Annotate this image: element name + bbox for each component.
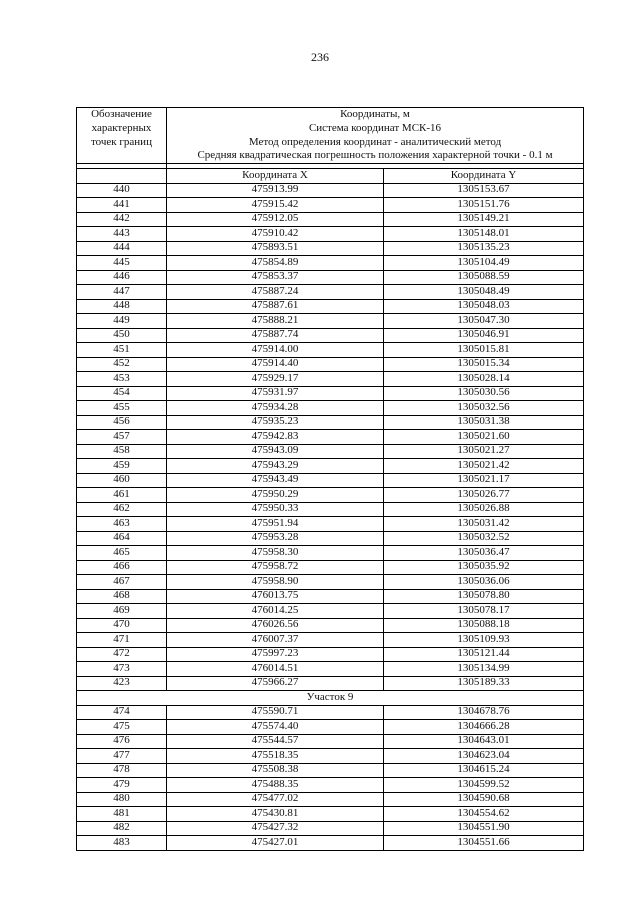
coordinate-y-cell: 1305032.56 [384,401,584,416]
coordinate-y-cell: 1305109.93 [384,633,584,648]
coordinate-x-cell: 475488.35 [167,778,384,793]
table-row [77,633,584,648]
coordinate-y-cell: 1304590.68 [384,792,584,807]
column-header-x: Координата X [167,169,384,184]
header-row [77,108,584,164]
table-row [77,807,584,822]
section-label: Участок 9 [77,691,584,706]
point-id-cell: 443 [77,227,167,242]
coordinate-x-cell: 475477.02 [167,792,384,807]
coordinate-x-cell: 475935.23 [167,415,384,430]
coordinate-y-cell: 1305104.49 [384,256,584,271]
point-id-cell: 459 [77,459,167,474]
point-id-cell: 447 [77,285,167,300]
table-row [77,589,584,604]
point-id-cell: 474 [77,705,167,720]
coordinate-x-cell: 475887.74 [167,328,384,343]
point-id-cell: 444 [77,241,167,256]
coordinate-x-cell: 475590.71 [167,705,384,720]
coordinate-y-cell: 1305021.17 [384,473,584,488]
coordinate-y-cell: 1305088.18 [384,618,584,633]
table-row [77,299,584,314]
coordinate-y-cell: 1305026.88 [384,502,584,517]
point-id-cell: 473 [77,662,167,677]
coordinate-y-cell: 1305134.99 [384,662,584,677]
point-id-cell: 482 [77,821,167,836]
coordinate-y-cell: 1305151.76 [384,198,584,213]
table-row [77,778,584,793]
point-id-cell: 461 [77,488,167,503]
table-row [77,763,584,778]
coordinate-x-cell: 475942.83 [167,430,384,445]
coordinate-x-cell: 475427.01 [167,836,384,851]
coordinate-y-cell: 1305015.81 [384,343,584,358]
point-id-cell: 476 [77,734,167,749]
table-row [77,836,584,851]
header-coordinates: Координаты, м Система координат МСК-16 Метод определения координат - аналитический метод Средняя квадратическая погрешность положения характерной точки - 0.1 м [167,108,584,164]
coordinate-y-cell: 1304678.76 [384,705,584,720]
table-row [77,241,584,256]
coordinate-y-cell: 1304623.04 [384,749,584,764]
table-row [77,618,584,633]
table-row [77,749,584,764]
coordinate-x-cell: 475914.40 [167,357,384,372]
coordinate-y-cell: 1304643.01 [384,734,584,749]
coordinate-y-cell: 1304551.66 [384,836,584,851]
coordinate-y-cell: 1305032.52 [384,531,584,546]
coordinate-y-cell: 1305148.01 [384,227,584,242]
table-row [77,430,584,445]
coordinate-y-cell: 1304551.90 [384,821,584,836]
point-id-cell: 481 [77,807,167,822]
coordinate-y-cell: 1305078.17 [384,604,584,619]
table-row [77,357,584,372]
coordinate-x-cell: 475929.17 [167,372,384,387]
point-id-cell: 449 [77,314,167,329]
page-number: 236 [311,50,329,64]
coordinate-y-cell: 1305047.30 [384,314,584,329]
table-row [77,488,584,503]
coordinate-y-cell: 1305046.91 [384,328,584,343]
table-row [77,531,584,546]
coordinate-x-cell: 475574.40 [167,720,384,735]
coordinate-x-cell: 475966.27 [167,676,384,691]
table-row [77,270,584,285]
coordinate-x-cell: 475508.38 [167,763,384,778]
coordinate-y-cell: 1305015.34 [384,357,584,372]
table-row [77,227,584,242]
point-id-cell: 458 [77,444,167,459]
point-id-cell: 454 [77,386,167,401]
table-row [77,662,584,677]
table-row [77,198,584,213]
coordinate-x-cell: 475943.29 [167,459,384,474]
coordinate-y-cell: 1305021.27 [384,444,584,459]
coordinate-y-cell: 1305021.60 [384,430,584,445]
point-id-cell: 450 [77,328,167,343]
table-row [77,473,584,488]
coordinate-y-cell: 1305153.67 [384,183,584,198]
header-point-designation: Обозначение характерных точек границ [77,108,167,164]
coordinate-y-cell: 1305030.56 [384,386,584,401]
coordinate-y-cell: 1305048.49 [384,285,584,300]
coordinate-y-cell: 1305026.77 [384,488,584,503]
coordinate-y-cell: 1305036.47 [384,546,584,561]
coordinate-x-cell: 475931.97 [167,386,384,401]
coordinate-y-cell: 1304554.62 [384,807,584,822]
table-row [77,604,584,619]
point-id-cell: 452 [77,357,167,372]
coordinate-x-cell: 475950.33 [167,502,384,517]
coordinate-x-cell: 475958.30 [167,546,384,561]
coordinate-x-cell: 475544.57 [167,734,384,749]
coordinate-y-cell: 1304599.52 [384,778,584,793]
coordinate-y-cell: 1305021.42 [384,459,584,474]
coordinate-y-cell: 1305088.59 [384,270,584,285]
coordinate-x-cell: 475943.49 [167,473,384,488]
coordinate-x-cell: 475887.24 [167,285,384,300]
coordinate-x-cell: 476014.51 [167,662,384,677]
coordinate-x-cell: 475951.94 [167,517,384,532]
point-id-cell: 470 [77,618,167,633]
coordinate-y-cell: 1305149.21 [384,212,584,227]
coordinate-y-cell: 1305078.80 [384,589,584,604]
coordinate-x-cell: 475953.28 [167,531,384,546]
coordinate-x-cell: 475887.61 [167,299,384,314]
coordinate-x-cell: 476013.75 [167,589,384,604]
table-row [77,386,584,401]
point-id-cell: 475 [77,720,167,735]
table-row [77,647,584,662]
point-id-cell: 453 [77,372,167,387]
table-row [77,212,584,227]
point-id-cell: 468 [77,589,167,604]
coordinate-y-cell: 1305036.06 [384,575,584,590]
point-id-cell: 456 [77,415,167,430]
table-row [77,502,584,517]
coordinate-y-cell: 1305035.92 [384,560,584,575]
point-id-cell: 448 [77,299,167,314]
coordinate-x-cell: 475853.37 [167,270,384,285]
point-id-cell: 466 [77,560,167,575]
coordinate-y-cell: 1305135.23 [384,241,584,256]
coordinate-x-cell: 475518.35 [167,749,384,764]
column-header-row [77,169,584,184]
point-id-cell: 460 [77,473,167,488]
table-row [77,546,584,561]
point-id-cell: 464 [77,531,167,546]
point-id-cell: 442 [77,212,167,227]
column-header-y: Координата Y [384,169,584,184]
coordinate-x-cell: 475910.42 [167,227,384,242]
table-row [77,183,584,198]
coordinate-x-cell: 475430.81 [167,807,384,822]
coordinates-table [76,107,584,851]
table-row [77,676,584,691]
table-row [77,720,584,735]
table-row [77,459,584,474]
point-id-cell: 463 [77,517,167,532]
point-id-cell: 440 [77,183,167,198]
point-id-cell: 441 [77,198,167,213]
coordinate-x-cell: 476007.37 [167,633,384,648]
section-row [77,691,584,706]
point-id-cell: 472 [77,647,167,662]
coordinate-x-cell: 475943.09 [167,444,384,459]
coordinate-x-cell: 475913.99 [167,183,384,198]
coordinate-y-cell: 1304615.24 [384,763,584,778]
point-id-cell: 451 [77,343,167,358]
point-id-cell: 423 [77,676,167,691]
coordinate-x-cell: 475854.89 [167,256,384,271]
point-id-cell: 457 [77,430,167,445]
point-id-cell: 469 [77,604,167,619]
point-id-cell: 483 [77,836,167,851]
table-row [77,401,584,416]
coordinate-y-cell: 1304666.28 [384,720,584,735]
table-row [77,343,584,358]
point-id-cell: 462 [77,502,167,517]
point-id-cell: 478 [77,763,167,778]
coordinate-x-cell: 475914.00 [167,343,384,358]
coordinate-x-cell: 475888.21 [167,314,384,329]
table-row [77,560,584,575]
table-row [77,285,584,300]
table-row [77,705,584,720]
coordinate-x-cell: 475950.29 [167,488,384,503]
coordinate-x-cell: 475912.05 [167,212,384,227]
coordinate-y-cell: 1305031.38 [384,415,584,430]
table-row [77,792,584,807]
coordinate-y-cell: 1305189.33 [384,676,584,691]
table-row [77,256,584,271]
table-row [77,372,584,387]
table-row [77,444,584,459]
coordinate-y-cell: 1305031.42 [384,517,584,532]
point-id-cell: 455 [77,401,167,416]
coordinate-x-cell: 476026.56 [167,618,384,633]
point-id-cell: 446 [77,270,167,285]
point-id-cell: 471 [77,633,167,648]
coordinate-x-cell: 475958.72 [167,560,384,575]
coordinate-x-cell: 475893.51 [167,241,384,256]
point-id-cell: 445 [77,256,167,271]
point-id-cell: 467 [77,575,167,590]
point-id-cell: 477 [77,749,167,764]
coordinate-x-cell: 475997.23 [167,647,384,662]
point-id-cell: 480 [77,792,167,807]
coordinate-y-cell: 1305121.44 [384,647,584,662]
table-row [77,415,584,430]
table-row [77,575,584,590]
coordinate-y-cell: 1305028.14 [384,372,584,387]
table-row [77,517,584,532]
coordinate-x-cell: 475915.42 [167,198,384,213]
table-row [77,821,584,836]
coordinate-x-cell: 475427.32 [167,821,384,836]
coordinate-x-cell: 475958.90 [167,575,384,590]
table-row [77,328,584,343]
point-id-cell: 479 [77,778,167,793]
coordinate-x-cell: 476014.25 [167,604,384,619]
point-id-cell: 465 [77,546,167,561]
table-row [77,314,584,329]
coordinate-x-cell: 475934.28 [167,401,384,416]
table-row [77,734,584,749]
coordinate-y-cell: 1305048.03 [384,299,584,314]
